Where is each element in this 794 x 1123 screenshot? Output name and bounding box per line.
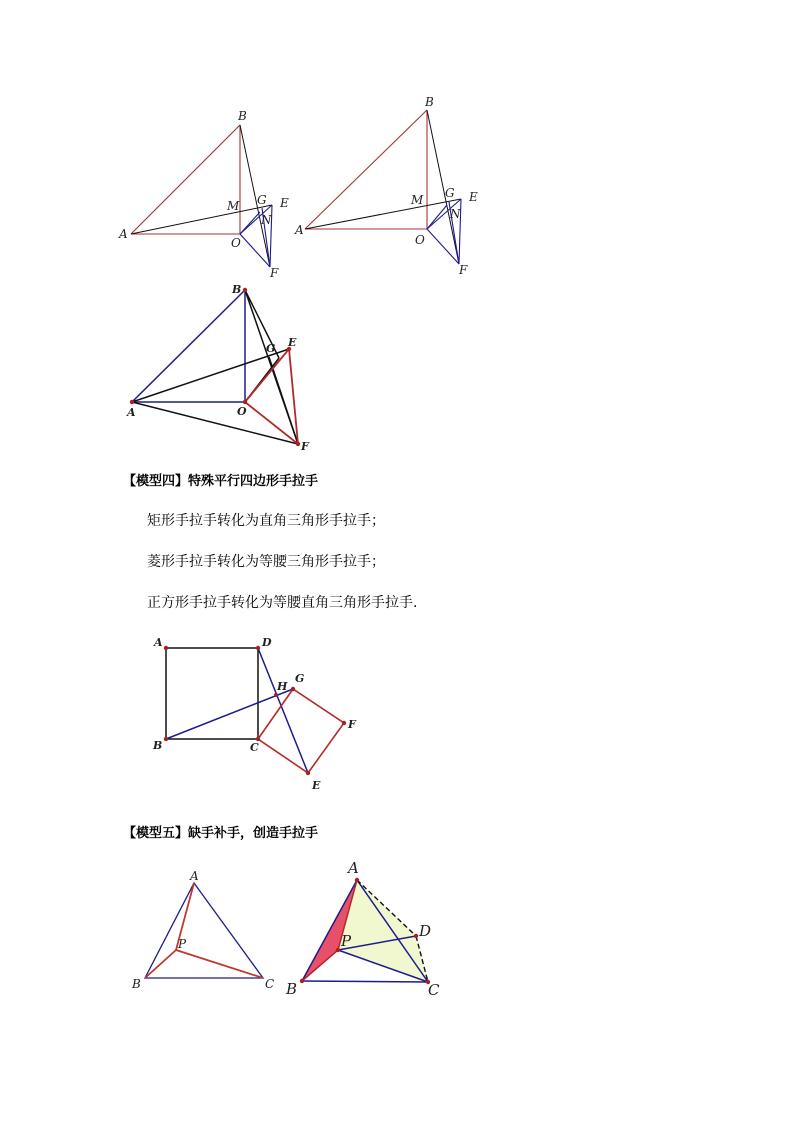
label-E: E [469, 190, 478, 204]
label-E: E [312, 779, 321, 792]
label-A: A [154, 636, 163, 649]
label-H: H [277, 680, 288, 693]
label-O: O [231, 236, 241, 250]
label-F: F [348, 718, 356, 731]
label-D: D [262, 636, 272, 649]
label-E: E [280, 196, 289, 210]
model4-line-1: 矩形手拉手转化为直角三角形手拉手； [147, 513, 385, 529]
label-B: B [425, 95, 434, 109]
label-N: N [261, 213, 272, 227]
label-O: O [237, 405, 247, 418]
label-G: G [295, 672, 305, 685]
label-D: D [419, 922, 432, 940]
model4-line-3: 正方形手拉手转化为等腰直角三角形手拉手. [147, 595, 418, 611]
label-A: A [127, 406, 136, 419]
model4-line-2: 菱形手拉手转化为等腰三角形手拉手； [147, 554, 385, 570]
label-A: A [295, 223, 304, 237]
model5-heading: 【模型五】缺手补手，创造手拉手 [123, 826, 319, 841]
label-C: C [265, 977, 275, 991]
label-G: G [445, 186, 455, 200]
label-B: B [132, 977, 141, 991]
label-E: E [288, 336, 297, 349]
label-B: B [153, 739, 163, 752]
label-P: P [178, 937, 187, 951]
label-B: B [232, 283, 242, 296]
label-B: B [238, 109, 247, 123]
label-B: B [286, 980, 298, 998]
label-N: N [450, 207, 461, 221]
label-M: M [411, 193, 424, 207]
label-F: F [301, 440, 309, 453]
label-F: F [459, 263, 468, 277]
label-M: M [227, 199, 240, 213]
model4-heading: 【模型四】特殊平行四边形手拉手 [123, 474, 319, 489]
label-O: O [415, 233, 425, 247]
label-C: C [250, 741, 259, 754]
label-A: A [190, 869, 199, 883]
label-P: P [341, 932, 352, 950]
label-G: G [257, 193, 267, 207]
label-G: G [266, 342, 276, 355]
label-A: A [119, 227, 128, 241]
label-C: C [428, 981, 440, 999]
label-F: F [270, 266, 279, 280]
label-A: A [348, 859, 359, 877]
